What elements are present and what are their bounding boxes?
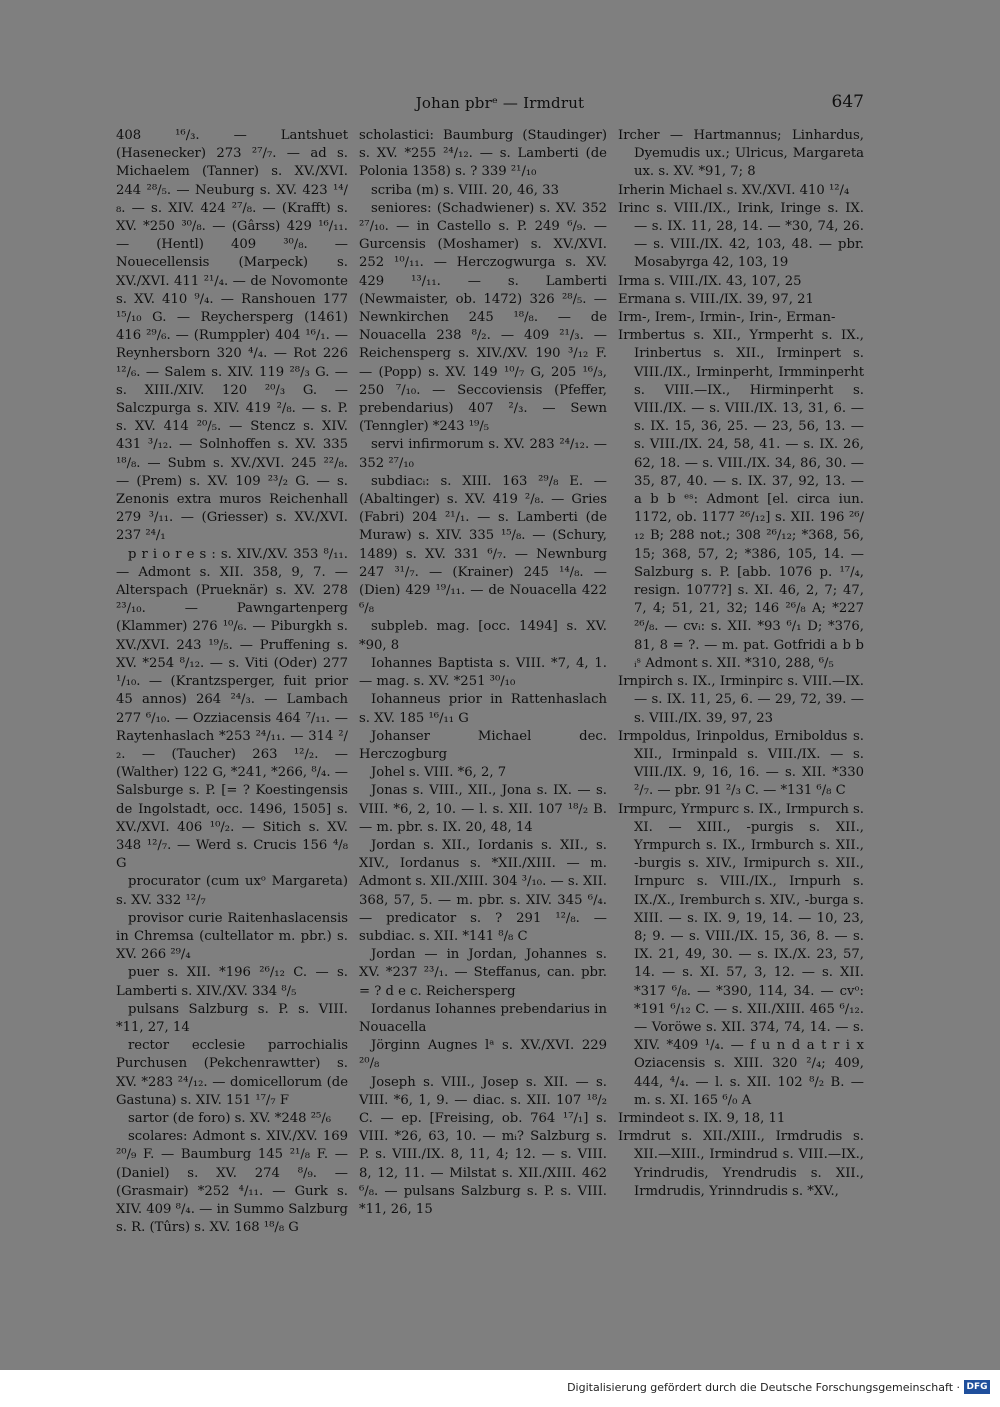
index-entry: Jörginn Augnes lᵃ s. XV./XVI. 229 ²⁰/₈	[359, 1038, 607, 1072]
text-column-middle	[359, 127, 607, 1219]
index-entry: scholastici: Baumburg (Staudinger) s. XV. *255 ²⁴/₁₂. — s. Lamberti (de Polonia 1358) s. ? 339 ²¹/₁₀	[359, 128, 607, 180]
index-entry: provisor curie Raitenhaslacensis in Chremsa (cultellator m. pbr.) s. XV. 266 ²⁹/₄	[116, 910, 348, 963]
index-entry: Irnpirch s. IX., Irminpirc s. VIII.—IX. — s. IX. 11, 25, 6. — 29, 72, 39. — s. VIII./IX. 39, 97, 23	[618, 674, 864, 726]
index-entry: Iohanneus prior in Rattenhaslach s. XV. 185 ¹⁶/₁₁ G	[359, 692, 607, 726]
index-entry: p r i o r e s : s. XIV./XV. 353 ⁸/₁₁. — Admont s. XII. 358, 9, 7. — Alterspach (Prueknär) s. XV. 278 ²³/₁₀. — Pawngartenperg (Klammer) 276 ¹⁰/₆. — Piburgkh s. XV./XVI. 243 ¹⁹/₅. — Pruffening s. XV. *254 ⁸/₁₂. — s. Viti (Oder) 277 ¹/₁₀. — (Krantzsperger, fuit prior 45 annos) 264 ²⁴/₃. — Lambach 277 ⁶/₁₀. — Ozziacensis 464 ⁷/₁₁. — Raytenhaslach *253 ²⁴/₁₁. — 314 ²/₂. — (Taucher) 263 ¹²/₂. — (Walther) 122 G, *241, *266, ⁸/₄. — Salsburge s. P. [= ? Koestingensis de Ingolstadt, occ. 1496, 1505] s. XV./XVI. 406 ¹⁰/₂. — Sitich s. XV. 348 ¹²/₇. — Werd s. Crucis 156 ⁴/₈ G	[116, 546, 348, 872]
index-entry: pulsans Salzburg s. P. s. VIII. *11, 27, 14	[116, 1001, 348, 1035]
index-entry: seniores: (Schadwiener) s. XV. 352 ²⁷/₁₀. — in Castello s. P. 249 ⁶/₉. — Gurcensis (Moshamer) s. XV./XVI. 252 ¹⁰/₁₁. — Herczogwurga s. XV. 429 ¹³/₁₁. — s. Lamberti (Newmaister, ob. 1472) 326 ²⁸/₅. — Newnkirchen 245 ¹⁸/₈. — de Nouacella 238 ⁸/₂. — 409 ²¹/₃. — Reichensperg s. XIV./XV. 190 ³/₁₂ F. — (Popp) s. XV. 149 ¹⁰/₇ G, 205 ¹⁶/₃, 250 ⁷/₁₀. — Seccoviensis (Pfeffer, prebendarius) 407 ²/₃. — Sewn (Tenngler) *243 ¹⁹/₅	[359, 200, 607, 435]
index-entry: subdiacᵢ: s. XIII. 163 ²⁹/₈ E. — (Abaltinger) s. XV. 419 ²/₈. — Gries (Fabri) 204 ²¹/₁. — s. Lamberti (de Muraw) s. XIV. 335 ¹⁵/₈. — (Schury, 1489) s. XV. 331 ⁶/₇. — Newnburg 247 ³¹/₇. — (Krainer) 245 ¹⁴/₈. — (Dien) 429 ¹⁹/₁₁. — de Nouacella 422 ⁶/₈	[359, 473, 607, 617]
index-entry: Irmbertus s. XII., Yrmperht s. IX., Irinbertus s. XII., Irminpert s. VIII./IX., Irminperht, Irmminperht s. VIII.—IX., Hirminperht s. VIII./IX. — s. VIII./IX. 13, 31, 6. — s. IX. 15, 36, 25. — 23, 56, 13. — s. VIII./IX. 24, 58, 41. — s. IX. 26, 62, 18. — s. VIII./IX. 34, 86, 30. — 35, 87, 40. — s. IX. 37, 92, 13. — a b b ᵉˢ: Admont [el. circa iun. 1172, ob. 1177 ²⁶/₁₂] s. XII. 196 ²⁶/₁₂ B; 288 not.; 308 ²⁶/₁₂; *368, 56, 15; 368, 57, 2; *386, 105, 14. — Salzburg s. P. [abb. 1076 p. ¹⁷/₄, resign. 1077?] s. XI. 46, 2, 7; 47, 7, 4; 51, 21, 32; 146 ²⁶/₈ A; *227 ²⁶/₈. — cvᵢ: s. XII. *93 ⁶/₁ D; *376, 81, 8 = ?. — m. pat. Gotfridi a b b ᵢˢ Admont s. XII. *310, 288, ⁶/₅	[618, 328, 864, 671]
index-entry: Irma s. VIII./IX. 43, 107, 25	[618, 273, 802, 289]
running-header	[0, 94, 1000, 118]
index-entry: Joseph s. VIII., Josep s. XII. — s. VIII. *6, 1, 9. — diac. s. XII. 107 ¹⁸/₂ C. — ep. [Freising, ob. 764 ¹⁷/₁] s. VIII. *26, 63, 10. — mᵢ? Salzburg s. P. s. VIII./IX. 8, 11, 4; 12. — s. VIII. 8, 12, 11. — Milstat s. XII./XIII. 462 ⁶/₈. — pulsans Salzburg s. P. s. VIII. *11, 26, 15	[359, 1074, 607, 1217]
index-entry: rector ecclesie parrochialis Purchusen (Pekchenrawtter) s. XV. *283 ²⁴/₁₂. — domicellorum (de Gastuna) s. XIV. 151 ¹⁷/₇ F	[116, 1038, 348, 1108]
index-entry: Ircher — Hartmannus; Linhardus, Dyemudis ux.; Ulricus, Margareta ux. s. XV. *91, 7; 8	[618, 128, 864, 180]
index-entry: 408 ¹⁶/₃. — Lantshuet (Hasenecker) 273 ²⁷/₇. — ad s. Michaelem (Tanner) s. XV./XVI. 244 ²⁸/₅. — Neuburg s. XV. 423 ¹⁴/₈. — s. XIV. 424 ²⁷/₈. — (Krafft) s. XV. *250 ³⁰/₈. — (Gârss) 429 ¹⁶/₁₁. — (Hentl) 409 ³⁰/₈. — Nouecellensis (Marpeck) s. XV./XVI. 411 ²¹/₄. — de Novomonte s. XV. 410 ⁹/₄. — Ranshouen 177 ¹⁵/₁₀ G. — Reychersperg (1461) 416 ²⁹/₆. — (Rumppler) 404 ¹⁶/₁. — Reynhersborn 320 ⁴/₄. — Rot 226 ¹²/₆. — Salem s. XIV. 119 ²⁸/₃ G. — s. XIII./XIV. 120 ²⁰/₃ G. — Salczpurga s. XIV. 419 ²/₈. — s. P. s. XV. 414 ²⁰/₅. — Stencz s. XIV. 431 ³/₁₂. — Solnhoffen s. XV. 335 ¹⁸/₈. — Subm s. XV./XVI. 245 ²²/₈. — (Prem) s. XV. 109 ²³/₂ G. — s. Zenonis extra muros Reichenhall 279 ³/₁₁. — (Griesser) s. XV./XVI. 237 ²⁴/₁	[116, 128, 348, 544]
index-entry: Irherin Michael s. XV./XVI. 410 ¹²/₄	[618, 182, 850, 198]
index-entry: scriba (m) s. VIII. 20, 46, 33	[371, 182, 559, 198]
text-column-left	[116, 127, 348, 1237]
index-entry: scolares: Admont s. XIV./XV. 169 ²⁰/₉ F. — Baumburg 145 ²¹/₈ F. — (Daniel) s. XV. 274 ⁸/₉. — (Grasmair) *252 ⁴/₁₁. — Gurk s. XIV. 409 ⁸/₄. — in Summo Salzburg s. R. (Tûrs) s. XV. 168 ¹⁸/₈ G	[116, 1129, 348, 1236]
index-entry: Jonas s. VIII., XII., Jona s. IX. — s. VIII. *6, 2, 10. — l. s. XII. 107 ¹⁸/₂ B. — m. pbr. s. IX. 20, 48, 14	[359, 783, 607, 835]
index-entry: subpleb. mag. [occ. 1494] s. XV. *90, 8	[359, 619, 607, 653]
page-number: 647	[831, 92, 864, 112]
index-entry: procurator (cum uxᵒ Margareta) s. XV. 332 ¹²/₇	[116, 874, 348, 908]
index-entry: Irmpoldus, Irinpoldus, Erniboldus s. XII., Irminpald s. VIII./IX. — s. VIII./IX. 9, 16, 16. — s. XII. *330 ²/₇. — pbr. 91 ²/₃ C. — *131 ⁶/₈ C	[618, 728, 864, 799]
index-entry: puer s. XII. *196 ²⁶/₁₂ C. — s. Lamberti s. XIV./XV. 334 ⁸/₅	[116, 965, 348, 999]
index-entry: Iordanus Iohannes prebendarius in Nouacella	[359, 1001, 607, 1035]
text-column-right	[618, 127, 864, 1201]
index-entry: Jordan s. XII., Iordanis s. XII., s. XIV., Iordanus s. *XII./XIII. — m. Admont s. XII./XIII. 304 ³/₁₀. — s. XII. 368, 57, 5. — m. pbr. s. XIV. 345 ⁶/₄. — predicator s. ? 291 ¹²/₈. — subdiac. s. XII. *141 ⁸/₈ C	[359, 837, 607, 944]
index-entry: Johanser Michael dec. Herczogburg	[359, 728, 607, 762]
index-entry: Ermana s. VIII./IX. 39, 97, 21	[618, 291, 814, 307]
index-entry: Irinc s. VIII./IX., Irink, Iringe s. IX. — s. IX. 11, 28, 14. — *30, 74, 26. — s. VIII./IX. 42, 103, 48. — pbr. Mosabyrga 42, 103, 19	[618, 200, 864, 271]
index-entry: Irmpurc, Yrmpurc s. IX., Irmpurch s. XI. — XIII., -purgis s. XII., Yrmpurch s. IX., Irmburch s. XII., -burgis s. XIV., Irmipurch s. XII., Irnpurc s. VIII./IX., Irnpurh s. IX./X., Iremburch s. XIV., -burga s. XIII. — s. IX. 9, 19, 14. — 10, 23, 8; 9. — s. VIII./IX. 15, 36, 8. — s. IX. 21, 49, 30. — s. IX./X. 23, 57, 14. — s. XI. 57, 3, 12. — s. XII. *317 ⁶/₈. — *390, 114, 34. — cvᵒ: *191 ⁶/₁₂ C. — s. XII./XIII. 465 ⁶/₁₂. — Voröwe s. XII. 374, 74, 14. — s. XIV. *409 ¹/₄. — f u n d a t r i x Oziacensis s. XIII. 320 ²/₄; 409, 444, ⁴/₄. — l. s. XII. 102 ⁸/₂ B. — m. s. XI. 165 ⁶/₀ A	[618, 801, 864, 1108]
index-entry: Irm-, Irem-, Irmin-, Irin-, Erman-	[618, 310, 836, 326]
running-title: Johan pbrᵉ — Irmdrut	[415, 94, 585, 112]
funding-credit: Digitalisierung gefördert durch die Deutsche Forschungsgemeinschaft ·	[567, 1381, 960, 1394]
index-entry: Johel s. VIII. *6, 2, 7	[371, 765, 507, 781]
index-entry: sartor (de foro) s. XV. *248 ²⁵/₆	[128, 1110, 332, 1126]
index-entry: Irmdrut s. XII./XIII., Irmdrudis s. XII.—XIII., Irmindrud s. VIII.—IX., Yrindrudis, Yrendrudis s. XII., Irmdrudis, Yrinndrudis s. *XV.,	[618, 1129, 864, 1199]
index-entry: Irmindeot s. IX. 9, 18, 11	[618, 1110, 786, 1126]
index-entry: Jordan — in Jordan, Johannes s. XV. *237 ²³/₁. — Steffanus, can. pbr. = ? d e c. Reichersperg	[359, 947, 607, 999]
index-entry: servi infirmorum s. XV. 283 ²⁴/₁₂. — 352 ²⁷/₁₀	[359, 437, 607, 471]
footer-bar	[0, 1370, 1000, 1407]
dfg-logo: DFG	[964, 1380, 990, 1394]
index-entry: Iohannes Baptista s. VIII. *7, 4, 1. — mag. s. XV. *251 ³⁰/₁₀	[359, 655, 607, 690]
